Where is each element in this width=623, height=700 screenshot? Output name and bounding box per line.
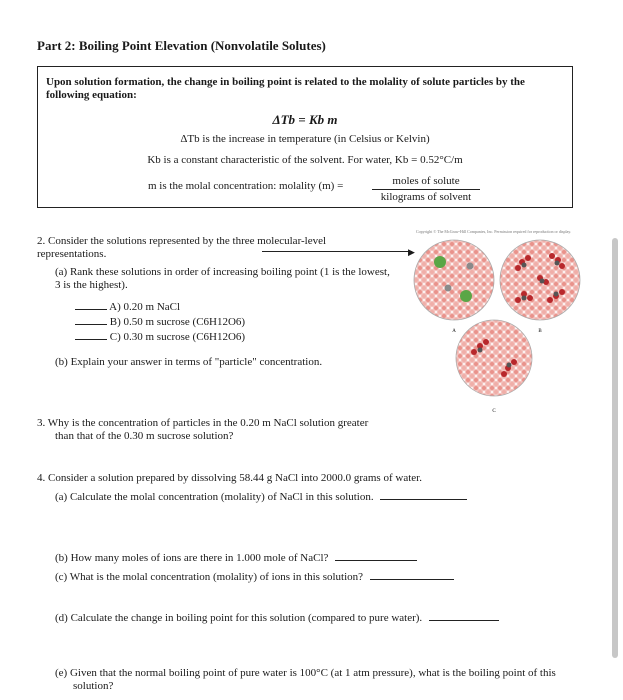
equation-box xyxy=(37,66,573,208)
question-4c-text: (c) What is the molal concentration (molality) of ions in this solution? xyxy=(55,571,364,583)
boiling-point-equation: ΔTb = Kb m xyxy=(272,112,338,127)
answer-blank-4d[interactable] xyxy=(429,620,499,621)
question-2a: (a) Rank these solutions in order of increasing boiling point (1 is the lowest, 3 is the highest). xyxy=(55,266,390,291)
page-title: Part 2: Boiling Point Elevation (Nonvolatile Solutes) xyxy=(37,38,326,53)
molality-definition: m is the molal concentration: molality (m) = xyxy=(148,180,344,192)
arrow-head-icon: ▶ xyxy=(408,247,415,257)
answer-blank-4c[interactable] xyxy=(370,579,454,580)
delta-tb-definition: ΔTb is the increase in temperature (in Celsius or Kelvin) xyxy=(180,133,430,145)
arrow-line xyxy=(262,251,412,252)
rank-blank-b[interactable] xyxy=(75,324,107,325)
solution-c-diagram xyxy=(456,320,532,396)
answer-blank-4b[interactable] xyxy=(335,560,417,561)
scrollbar[interactable] xyxy=(612,238,618,658)
rank-option-b xyxy=(75,316,245,328)
rank-option-c xyxy=(75,331,245,343)
question-3: 3. Why is the concentration of particles in the 0.20 m NaCl solution greater than that of the 0.30 m sucrose solution? xyxy=(37,417,369,442)
rank-blank-c[interactable] xyxy=(75,339,107,340)
solution-b-diagram xyxy=(500,240,580,320)
question-4a xyxy=(55,491,467,504)
option-c-text: C) 0.30 m sucrose (C6H12O6) xyxy=(109,331,246,343)
question-2: 2. Consider the solutions represented by the three molecular-level representations. xyxy=(37,235,327,260)
question-4b-text: (b) How many moles of ions are there in 1.000 mole of NaCl? xyxy=(55,552,329,564)
question-4e: (e) Given that the normal boiling point of pure water is 100°C (at 1 atm pressure), what is the boiling point of this solution? xyxy=(55,667,556,692)
equation-intro: Upon solution formation, the change in boiling point is related to the molality of solute particles by the following equation: xyxy=(46,76,525,101)
question-4: 4. Consider a solution prepared by dissolving 58.44 g NaCl into 2000.0 grams of water. xyxy=(37,472,422,484)
rank-option-a xyxy=(75,301,180,313)
figure-label-b: B xyxy=(538,329,542,334)
question-4c xyxy=(55,571,454,584)
kb-definition: Kb is a constant characteristic of the solvent. For water, Kb = 0.52°C/m xyxy=(147,154,463,166)
option-a-text: A) 0.20 m NaCl xyxy=(109,301,181,313)
option-b-text: B) 0.50 m sucrose (C6H12O6) xyxy=(109,316,246,328)
answer-blank-4a[interactable] xyxy=(380,499,467,500)
question-4d-text: (d) Calculate the change in boiling point for this solution (compared to pure water). xyxy=(55,612,423,624)
question-4b xyxy=(55,552,417,565)
molecular-figure xyxy=(410,234,606,422)
question-2b: (b) Explain your answer in terms of "particle" concentration. xyxy=(55,356,323,368)
molality-fraction xyxy=(372,175,480,203)
figure-label-c: C xyxy=(492,409,496,414)
solution-a-diagram xyxy=(414,240,494,320)
figure-label-a: A xyxy=(452,329,456,334)
copyright-note: Copyright © The McGraw-Hill Companies, Inc. Permission required for reproduction or display. xyxy=(416,229,572,234)
question-4d xyxy=(55,612,499,625)
fraction-numerator: moles of solute xyxy=(372,175,480,190)
fraction-denominator: kilograms of solvent xyxy=(380,191,472,203)
rank-blank-a[interactable] xyxy=(75,309,107,310)
question-4a-text: (a) Calculate the molal concentration (molality) of NaCl in this solution. xyxy=(55,491,374,503)
